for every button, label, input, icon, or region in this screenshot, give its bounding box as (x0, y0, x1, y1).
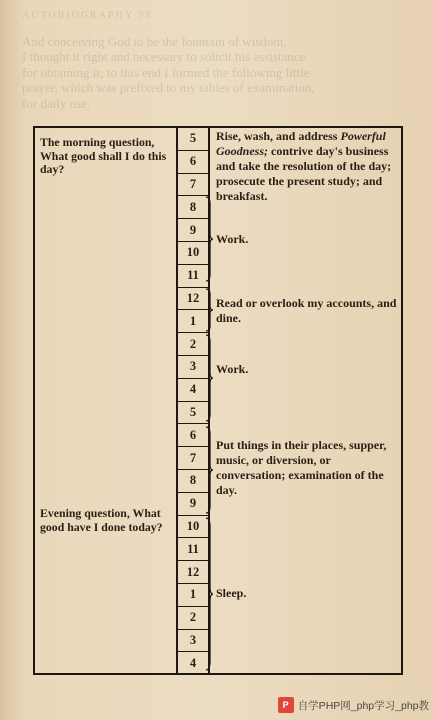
hour-cell: 3 (178, 356, 208, 379)
hour-cell: 4 (178, 379, 208, 402)
evening-question: Evening question, What good have I done today? (40, 506, 163, 534)
brace-icon (205, 426, 213, 514)
hour-cell: 11 (178, 538, 208, 561)
hour-cell: 9 (178, 219, 208, 242)
brace-icon (205, 288, 213, 332)
brace-icon (205, 334, 213, 422)
hour-cell: 7 (178, 447, 208, 470)
hour-cell: 12 (178, 561, 208, 584)
ghost-line: for daily use. (22, 95, 91, 111)
watermark (278, 694, 429, 716)
activity-sleep: Sleep. (216, 586, 247, 600)
watermark-text: 自学PHP网_php学习_php教 (297, 699, 429, 712)
hour-cell: 1 (178, 584, 208, 607)
bleed-through-text (22, 8, 412, 111)
ghost-header: AUTOBIOGRAPHY 93 (22, 10, 153, 21)
activity-morning (216, 129, 398, 204)
hour-cell: 2 (178, 607, 208, 630)
hour-cell: 3 (178, 630, 208, 653)
ghost-line: And conceiving God to be the fountain of wisdom, (22, 33, 287, 49)
ghost-line: for obtaining it; to this end I formed the following little (22, 64, 310, 80)
activity-read-dine: Read or overlook my accounts, and dine. (216, 296, 397, 325)
php-logo-icon: P (278, 697, 294, 713)
hour-cell: 8 (178, 196, 208, 219)
hour-cell: 12 (178, 288, 208, 311)
hour-cell: 8 (178, 470, 208, 493)
hour-cell: 6 (178, 151, 208, 174)
hour-cell: 11 (178, 265, 208, 288)
activity-evening: Put things in their places, supper, music, or diversion, or conversation; examination of the day. (216, 438, 387, 497)
hour-cell: 6 (178, 424, 208, 447)
morning-question: The morning question, What good shall I do this day? (40, 135, 167, 176)
ghost-line: I thought it right and necessary to solicit his assistance (22, 49, 306, 64)
activity-morning-em: Powerful Goodness; (216, 129, 386, 158)
activity-work-morning: Work. (216, 232, 249, 246)
hour-cell: 5 (178, 128, 208, 151)
activity-morning-text-b: contrive day's business and take the resolution of the day; prosecute the present study; and breakfast. (216, 144, 392, 203)
hour-cell: 4 (189, 656, 197, 671)
brace-icon (205, 517, 213, 671)
hour-cell: 2 (178, 333, 208, 356)
brace-icon (205, 196, 213, 282)
activity-morning-text-a: Rise, wash, and address (216, 129, 341, 143)
hour-cell: 10 (178, 242, 208, 265)
hour-cell: 10 (178, 516, 208, 539)
activity-work-afternoon: Work. (216, 362, 249, 376)
hour-cell: 9 (178, 493, 208, 516)
hour-cell: 5 (178, 402, 208, 425)
ghost-line: prayer, which was prefixed to my tables of examination, (22, 80, 315, 95)
hour-cell: 7 (178, 174, 208, 197)
hour-cell: 1 (178, 310, 208, 333)
